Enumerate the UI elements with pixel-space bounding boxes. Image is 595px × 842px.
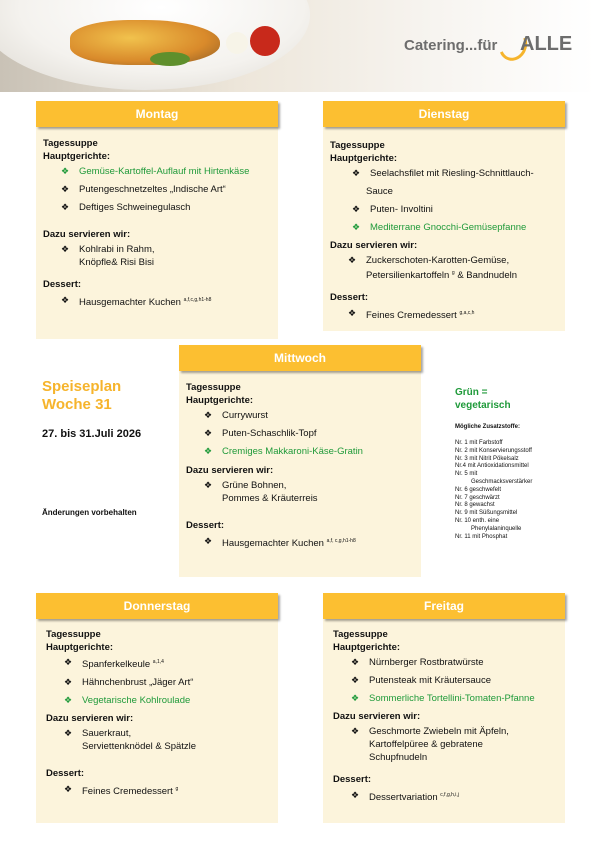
sides-item-cont: Kartoffelpüree & gebratene [369, 739, 483, 750]
day-card-dienstag [323, 101, 565, 331]
soup-label: Tagessuppe [43, 138, 98, 149]
day-header: Dienstag [323, 101, 565, 127]
additive-codes: g [451, 270, 455, 276]
sides-item: ❖ Sauerkraut, [64, 728, 132, 740]
mains-label: Hauptgerichte: [46, 642, 114, 653]
sides-item-cont: Knöpfle& Risi Bisi [79, 257, 154, 268]
dessert-item: ❖ Feines Cremedessert $^g$ [64, 784, 179, 798]
bullet-icon: ❖ [351, 790, 360, 800]
menu-item: ❖ Gemüse-Kartoffel-Auflauf mit Hirtenkäse [61, 166, 250, 177]
sides-item-cont: Petersilienkartoffeln $^g$ & Bandnudeln [366, 270, 518, 282]
dessert-item: ❖ Hausgemachter Kuchen $^{a,f, c,g,h1-h8}$ [204, 536, 356, 550]
bullet-icon: ❖ [348, 308, 357, 319]
dessert-item: ❖ Feines Cremedessert $^{g,a,c,h}$ [348, 308, 475, 322]
additive-codes: a,f, c,g,h1-h8 [326, 538, 356, 544]
day-header: Donnerstag [36, 593, 278, 619]
date-range: 27. bis 31.Juli 2026 [42, 428, 142, 440]
mains-label: Hauptgerichte: [333, 642, 401, 653]
additive-item: Phenylalaninquelle [471, 525, 522, 532]
dessert-label: Dessert: [43, 279, 82, 290]
logo-text: Catering...für [404, 37, 498, 54]
bullet-icon: ❖ [351, 657, 360, 667]
bullet-icon: ❖ [61, 166, 70, 176]
bullet-icon: ❖ [204, 410, 213, 420]
additive-codes: a,1,4 [152, 659, 164, 665]
menu-item: ❖ Mediterrane Gnocchi-Gemüsepfanne [352, 222, 527, 233]
herb-image [150, 52, 190, 66]
menu-item: ❖ Deftiges Schweinegulasch [61, 202, 191, 213]
bullet-icon: ❖ [61, 184, 70, 194]
dessert-item: ❖ Dessertvariation $^{c,f,g,h,i,j}$ [351, 790, 459, 804]
menu-item: ❖ Seelachsfilet mit Riesling-Schnittlauch- [352, 168, 534, 179]
menu-item: ❖ Nürnberger Rostbratwürste [351, 657, 484, 668]
menu-item: ❖ Hähnchenbrust „Jäger Art“ [64, 677, 194, 689]
sides-label: Dazu servieren wir: [46, 713, 134, 725]
day-header: Montag [36, 101, 278, 127]
day-card-montag [36, 101, 278, 339]
day-header: Mittwoch [179, 345, 421, 371]
bullet-icon: ❖ [204, 536, 213, 546]
bullet-icon: ❖ [64, 695, 73, 706]
tomato-image [250, 26, 280, 56]
additive-codes: a,f,c,g,h1-h8 [183, 297, 212, 303]
sides-label: Dazu servieren wir: [333, 711, 421, 722]
sides-item-cont: Pommes & Kräuterreis [222, 493, 318, 504]
dessert-label: Dessert: [330, 292, 369, 304]
menu-item: ❖ Putengeschnetzeltes „Indische Art“ [61, 184, 226, 195]
sides-label: Dazu servieren wir: [186, 465, 274, 476]
sides-item-cont: Schupfnudeln [369, 752, 428, 763]
menu-item: ❖ Vegetarische Kohlroulade [64, 695, 191, 707]
soup-label: Tagessuppe [333, 629, 388, 640]
bullet-icon: ❖ [61, 244, 70, 254]
day-card-freitag [323, 593, 565, 823]
sides-label: Dazu servieren wir: [43, 229, 131, 240]
additives-title: Mögliche Zusatzstoffe: [455, 424, 521, 430]
menu-item: ❖ Puten- Involtini [352, 204, 433, 215]
bullet-icon: ❖ [351, 726, 360, 736]
bullet-icon: ❖ [351, 675, 360, 685]
bullet-icon: ❖ [351, 693, 360, 703]
bullet-icon: ❖ [64, 784, 73, 795]
dessert-label: Dessert: [46, 768, 85, 780]
additive-item: Geschmacksverstärker [471, 478, 533, 485]
menu-item: ❖ Currywurst [204, 410, 268, 421]
additive-item: Nr. 2 mit Konservierungsstoff [455, 447, 532, 454]
dessert-label: Dessert: [186, 520, 225, 531]
bullet-icon: ❖ [64, 728, 73, 739]
menu-item: ❖ Cremiges Makkaroni-Käse-Gratin [204, 446, 363, 457]
vegetarian-legend: Grün = vegetarisch [455, 387, 511, 411]
sides-item: ❖ Geschmorte Zwiebeln mit Äpfeln, [351, 726, 509, 737]
bullet-icon: ❖ [352, 168, 361, 178]
mains-label: Hauptgerichte: [186, 395, 254, 406]
additive-item: Nr. 1 mit Farbstoff [455, 440, 503, 446]
day-card-donnerstag [36, 593, 278, 823]
changes-note: Änderungen vorbehalten [42, 508, 137, 517]
additive-codes: g [175, 786, 179, 793]
dessert-label: Dessert: [333, 774, 372, 785]
bullet-icon: ❖ [204, 446, 213, 456]
sides-label: Dazu servieren wir: [330, 240, 418, 251]
additives-list [455, 440, 565, 541]
additive-item: Nr. 11 mit Phosphat [455, 533, 508, 540]
bullet-icon: ❖ [64, 657, 73, 667]
bullet-icon: ❖ [61, 295, 70, 305]
menu-item: ❖ Putensteak mit Kräutersauce [351, 675, 491, 686]
additive-item: Nr.4 mit Antioxidationsmittel [455, 463, 529, 470]
additive-item: Nr. 10 enth. eine [455, 517, 500, 524]
menu-item: ❖ Puten-Schaschlik-Topf [204, 428, 317, 439]
soup-label: Tagessuppe [46, 629, 101, 640]
additive-item: Nr. 9 mit Süßungsmittel [455, 510, 518, 517]
soup-label: Tagessuppe [330, 140, 385, 151]
bullet-icon: ❖ [64, 677, 73, 688]
menu-item: ❖ Spanferkelkeule $^{a,1,4}$ [64, 657, 164, 671]
sides-item-cont: Serviettenknödel & Spätzle [82, 741, 197, 753]
day-card-mittwoch [179, 345, 421, 577]
bullet-icon: ❖ [204, 480, 213, 490]
dessert-item: ❖ Hausgemachter Kuchen $^{a,f,c,g,h1-h8}$ [61, 295, 212, 309]
menu-title: Speiseplan Woche 31 [42, 378, 122, 413]
menu-item: ❖ Sommerliche Tortellini-Tomaten-Pfanne [351, 693, 535, 704]
additive-item: Nr. 5 mit [455, 471, 478, 478]
bullet-icon: ❖ [352, 204, 361, 214]
bullet-icon: ❖ [61, 202, 70, 212]
day-header: Freitag [323, 593, 565, 619]
mozzarella-image [226, 32, 248, 54]
additive-item: Nr. 6 geschwefelt [455, 486, 502, 493]
bullet-icon: ❖ [204, 428, 213, 438]
sides-item: ❖ Grüne Bohnen, [204, 480, 287, 491]
bullet-icon: ❖ [348, 255, 357, 265]
mains-label: Hauptgerichte: [330, 153, 398, 164]
additive-item: Nr. 7 geschwärzt [455, 494, 500, 501]
soup-label: Tagessuppe [186, 382, 241, 393]
menu-item-cont: Sauce [366, 186, 393, 197]
bullet-icon: ❖ [352, 222, 361, 232]
additive-item: Nr. 3 mit Nitrit Pökelsalz [455, 455, 519, 462]
logo-text-accent: ALLE [520, 33, 573, 55]
mains-label: Hauptgerichte: [43, 151, 111, 162]
additive-codes: g,a,c,h [459, 310, 475, 317]
sides-item: ❖ Kohlrabi in Rahm, [61, 244, 155, 255]
food-image [70, 20, 220, 65]
additive-item: Nr. 8 gewachst [455, 502, 495, 509]
additive-codes: c,f,g,h,i,j [440, 792, 459, 798]
sides-item: ❖ Zuckerschoten-Karotten-Gemüse, [348, 255, 510, 266]
